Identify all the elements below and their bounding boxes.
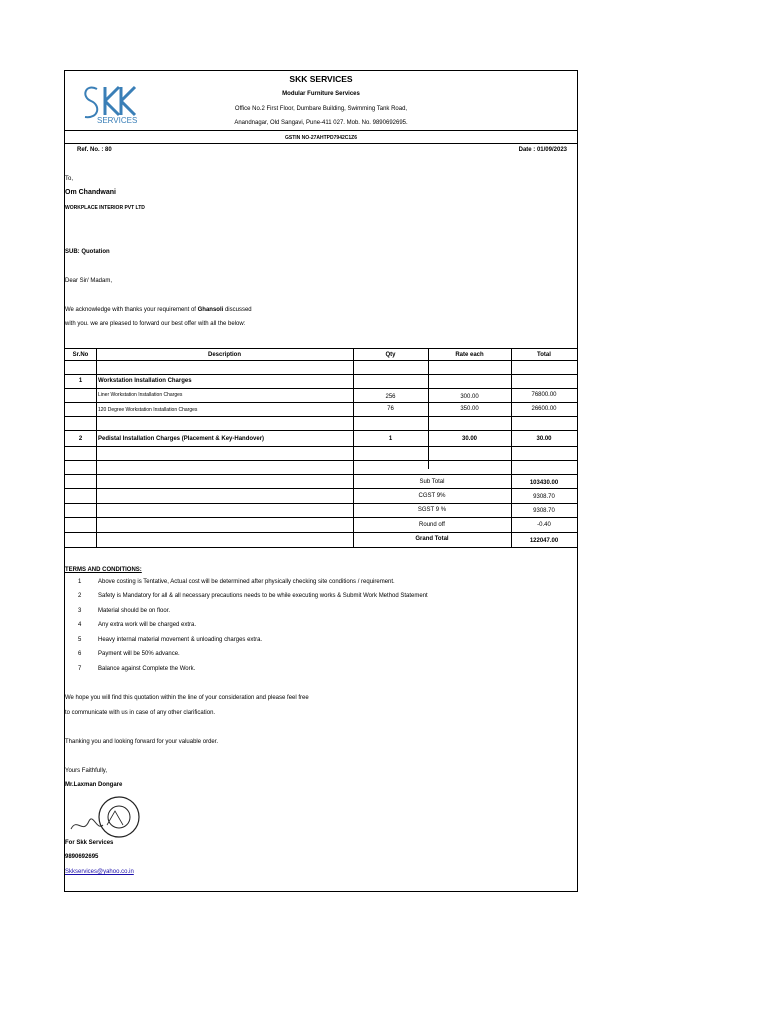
item-1b-total: 26600.00: [531, 406, 557, 412]
sgst-label: SGST 9 %: [417, 507, 447, 513]
term-number: 3: [78, 608, 82, 614]
table-rule: [65, 430, 577, 431]
recipient-company: WORKPLACE INTERIOR PVT LTD: [65, 205, 145, 211]
yours-faithfully: Yours Faithfully,: [65, 768, 108, 774]
intro-line-2: with you. we are pleased to forward our best offer with all the below:: [65, 321, 246, 327]
table-rule: [65, 460, 577, 461]
table-rule: [65, 416, 577, 417]
term-number: 7: [78, 666, 82, 672]
grand-total-label: Grand Total: [415, 536, 449, 542]
closing-line-1: We hope you will find this quotation within the line of your consideration and please feel free: [65, 695, 309, 701]
subtotal-label: Sub Total: [419, 479, 445, 485]
col-header-total: Total: [537, 352, 551, 358]
item-1a-rate: 300.00: [460, 394, 479, 400]
table-col-rule: [353, 348, 354, 547]
table-rule: [65, 532, 577, 533]
company-address-line-2: Anandnagar, Old Sangavi, Pune-411 027. Mob. No. 9890692695.: [234, 120, 408, 126]
gstin: GSTIN NO-27AHTPD7942C1Z6: [285, 135, 357, 141]
closing-line-3: Thanking you and looking forward for your valuable order.: [65, 739, 219, 745]
reference-number: Ref. No. : 80: [77, 147, 112, 153]
site-name: Ghansoli: [197, 307, 224, 313]
col-header-rate: Rate each: [455, 352, 484, 358]
table-col-rule: [511, 348, 512, 547]
term-number: 6: [78, 651, 82, 657]
quotation-document: [64, 70, 578, 892]
gstin-divider: [65, 143, 577, 144]
table-rule: [65, 360, 577, 361]
term-number: 5: [78, 637, 82, 643]
item-1b-rate: 350.00: [460, 406, 479, 412]
item-1b-qty: 76: [387, 406, 394, 412]
item-2-srno: 2: [78, 436, 83, 442]
table-rule: [65, 488, 577, 489]
svg-text:SERVICES: SERVICES: [97, 116, 138, 125]
recipient-name: Om Chandwani: [65, 189, 116, 196]
item-1b-description: 120 Degree Workstation Installation Charges: [98, 407, 198, 413]
item-1a-total: 76800.00: [531, 392, 557, 398]
table-rule: [65, 503, 577, 504]
item-1-srno: 1: [78, 378, 83, 384]
table-rule: [65, 348, 577, 349]
table-rule: [65, 388, 577, 389]
term-text: Balance against Complete the Work.: [98, 666, 196, 672]
table-rule: [65, 517, 577, 518]
term-text: Safety is Mandatory for all & all necessary precautions needs to be while executing works & Submit Work Method Statement: [98, 593, 428, 599]
table-rule: [65, 374, 577, 375]
sgst-value: 9308.70: [533, 508, 555, 514]
term-text: Above costing is Tentative, Actual cost will be determined after physically checking site conditions / requirement.: [98, 579, 395, 585]
term-number: 4: [78, 622, 82, 628]
table-col-rule: [96, 348, 97, 547]
item-2-total: 30.00: [536, 436, 552, 442]
item-2-rate: 30.00: [461, 436, 477, 442]
company-tagline: Modular Furniture Services: [282, 91, 360, 97]
col-header-srno: Sr.No: [72, 352, 89, 358]
intro-line-1: [65, 306, 252, 314]
term-number: 2: [78, 593, 82, 599]
contact-phone: 9890692695: [65, 854, 99, 860]
roundoff-label: Round off: [419, 522, 445, 528]
signatory-name: Mr.Laxman Dongare: [65, 782, 123, 788]
item-1-description: Workstation Installation Charges: [98, 378, 192, 384]
subject: SUB: Quotation: [65, 249, 110, 255]
cgst-value: 9308.70: [533, 494, 555, 500]
subtotal-value: 103430.00: [529, 480, 559, 486]
term-text: Payment will be 50% advance.: [98, 651, 180, 657]
grand-total-value: 122047.00: [529, 538, 559, 544]
table-rule: [65, 402, 577, 403]
col-header-description: Description: [207, 352, 241, 358]
header-divider: [65, 130, 577, 131]
intro-text: We acknowledge with thanks your requirement of: [65, 307, 198, 313]
company-stamp: [67, 795, 147, 841]
contact-email-link[interactable]: Skkservices@yahoo.co.in: [65, 869, 134, 875]
item-1a-description: Liner Workstation Installation Charges: [98, 392, 183, 398]
terms-title: TERMS AND CONDITIONS:: [65, 567, 142, 573]
term-text: Material should be on floor.: [98, 608, 171, 614]
quotation-date: Date : 01/09/2023: [518, 147, 567, 153]
table-rule: [65, 547, 577, 548]
cgst-label: CGST 9%: [418, 493, 446, 499]
table-rule: [65, 474, 577, 475]
col-header-qty: Qty: [385, 352, 396, 358]
for-company: For Skk Services: [65, 840, 114, 846]
item-2-description: Pedistal Installation Charges (Placement & Key-Handover): [98, 436, 265, 442]
table-rule: [65, 446, 577, 447]
term-text: Any extra work will be charged extra.: [98, 622, 197, 628]
intro-text-end: discussed: [223, 307, 252, 313]
salutation: Dear Sir/ Madam,: [65, 278, 113, 284]
term-number: 1: [78, 579, 82, 585]
roundoff-value: -0.40: [537, 522, 551, 528]
to-label: To,: [65, 176, 74, 182]
closing-line-2: to communicate with us in case of any other clarification.: [65, 710, 216, 716]
item-1a-qty: 256: [385, 394, 396, 400]
term-text: Heavy internal material movement & unloading charges extra.: [98, 637, 263, 643]
company-name: SKK SERVICES: [289, 74, 353, 84]
item-2-qty: 1: [388, 436, 393, 442]
company-address-line-1: Office No.2 First Floor, Dumbare Building, Swimming Tank Road,: [234, 106, 408, 112]
